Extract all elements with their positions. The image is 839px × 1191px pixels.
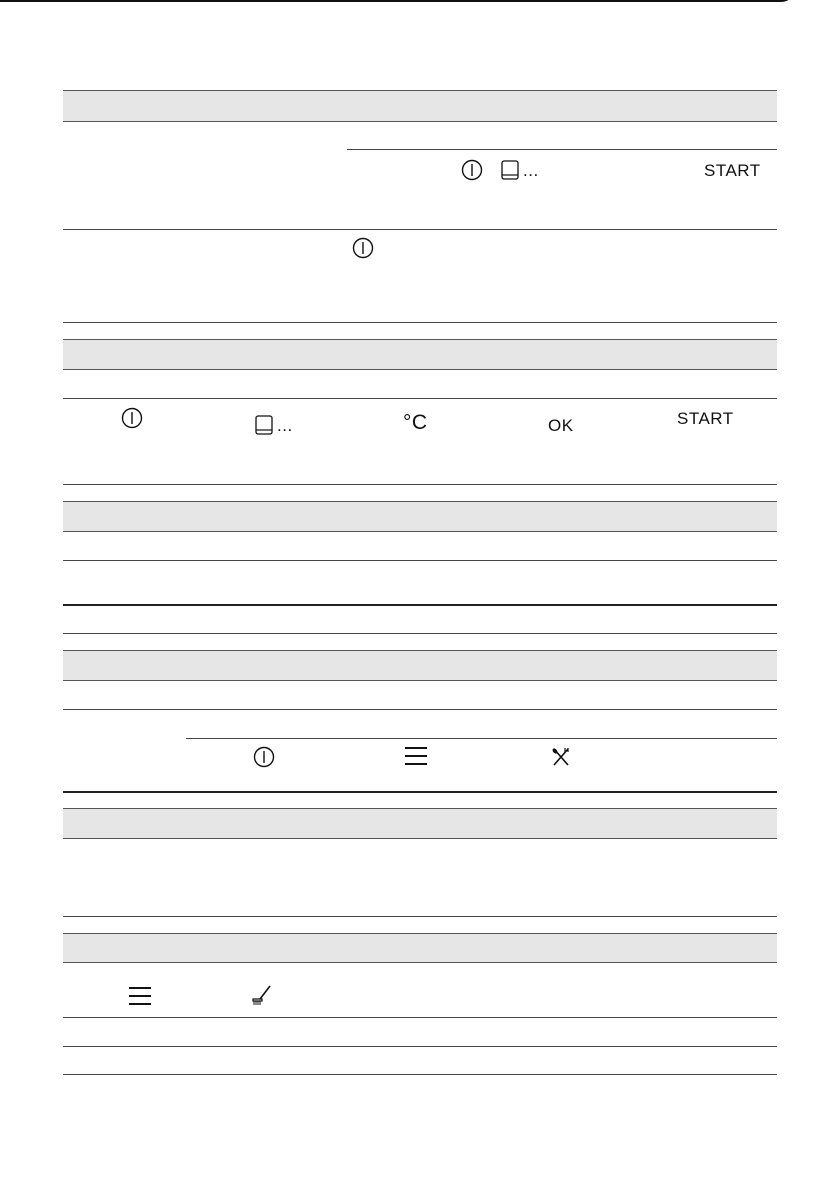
divider: [63, 709, 777, 710]
oven-function-ellipsis: ...: [523, 161, 539, 180]
power-icon: [121, 407, 143, 429]
divider: [63, 604, 777, 606]
cutlery-icon: [551, 747, 571, 767]
divider: [63, 560, 777, 561]
page-corner-curve: [781, 0, 796, 2]
divider: [63, 1017, 777, 1018]
section-5-header: [63, 808, 777, 839]
divider: [63, 633, 777, 634]
divider: [63, 1074, 777, 1075]
section-4-subdivider: [186, 738, 777, 739]
page-top-rule: [0, 0, 781, 2]
menu-icon: [129, 986, 151, 1006]
temperature-icon: °C: [403, 411, 428, 434]
power-icon: [352, 237, 374, 259]
divider: [63, 322, 777, 323]
start-label: START: [704, 161, 761, 180]
section-1-subdivider: [347, 149, 777, 150]
section-3-header: [63, 501, 777, 532]
section-4-header: [63, 650, 777, 681]
section-1-header: [63, 90, 777, 122]
divider: [63, 229, 777, 230]
oven-function-ellipsis: ...: [277, 416, 293, 435]
power-icon: [253, 746, 275, 768]
oven-function-icon: [501, 160, 519, 180]
divider: [63, 484, 777, 485]
start-label: START: [677, 409, 734, 428]
ok-label: OK: [548, 416, 574, 435]
section-2-header: [63, 339, 777, 370]
divider: [63, 1046, 777, 1047]
divider: [63, 791, 777, 793]
cleaning-brush-icon: [250, 985, 272, 1007]
menu-icon: [405, 746, 427, 766]
oven-function-icon: [255, 415, 273, 435]
divider: [63, 398, 777, 399]
section-6-header: [63, 933, 777, 963]
divider: [63, 916, 777, 917]
power-icon: [461, 159, 483, 181]
